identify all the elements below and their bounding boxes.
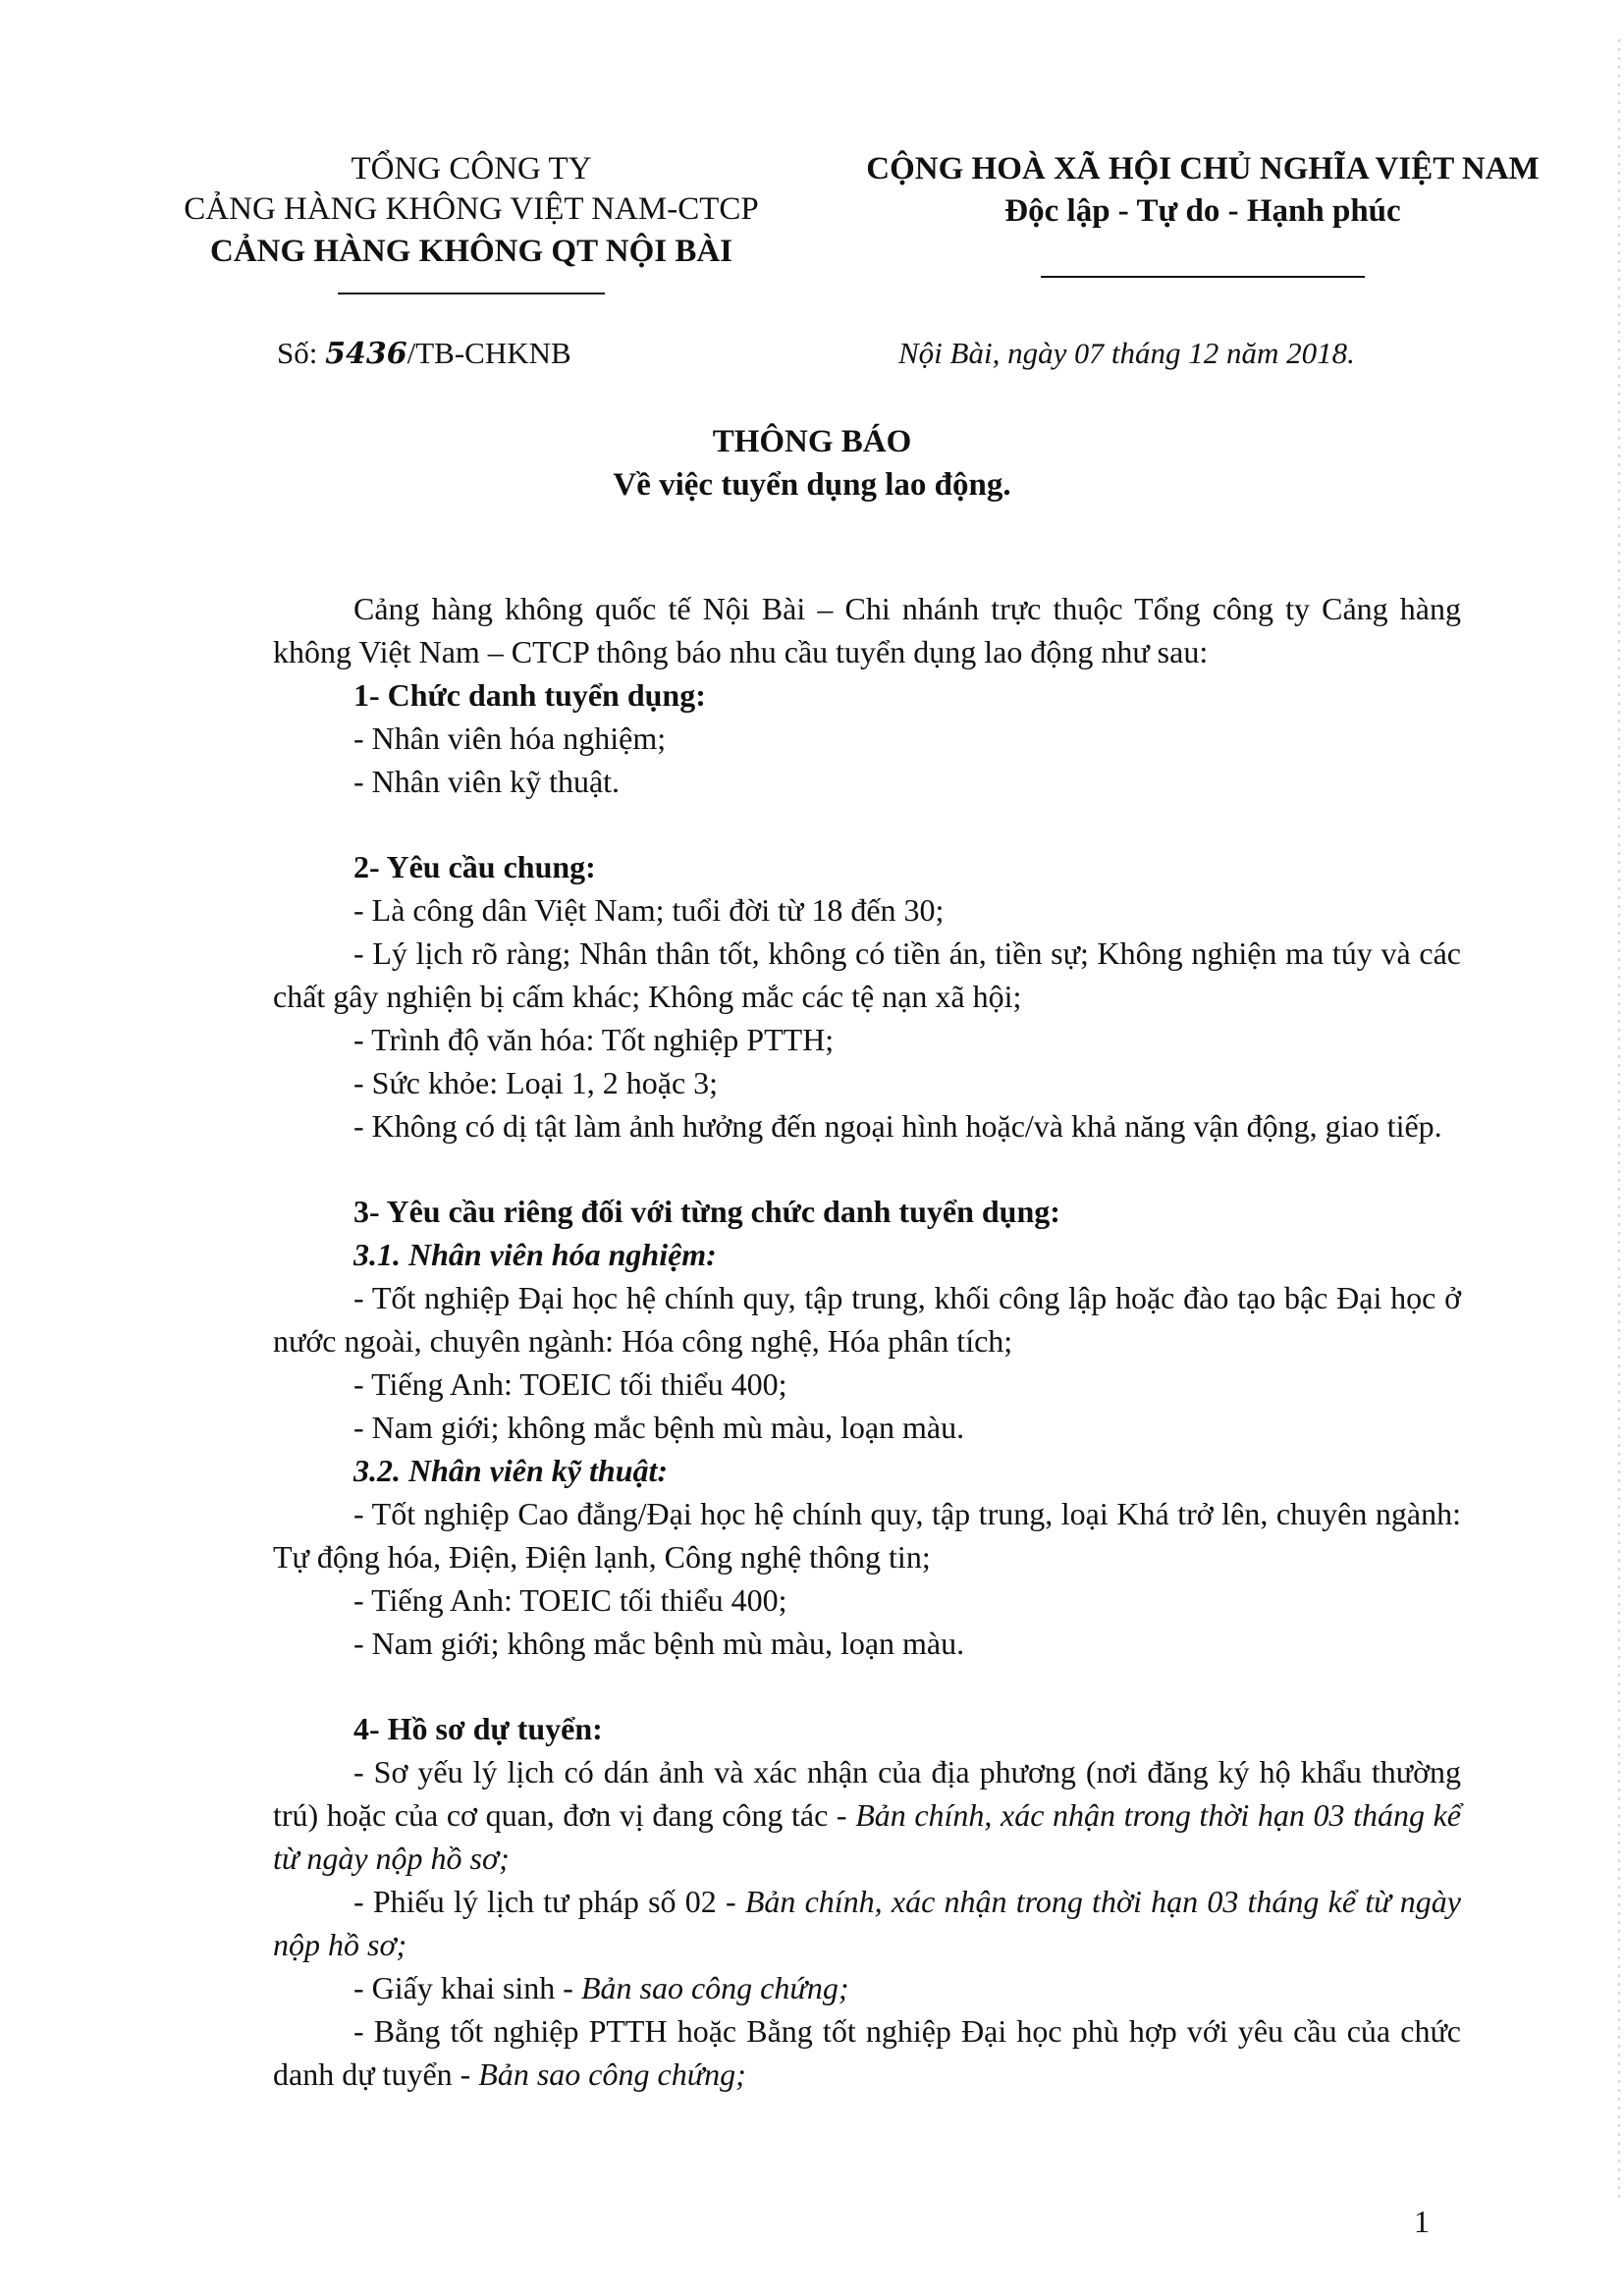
- date-prefix: Nội Bài, ngày: [898, 336, 1075, 370]
- document-title-block: [0, 420, 1624, 507]
- list-item: - Tốt nghiệp Đại học hệ chính quy, tập trung, khối công lập hoặc đào tạo bậc Đại học ở nước ngoài, chuyên ngành: Hóa công nghệ, Hóa phân tích;: [273, 1280, 1461, 1359]
- list-item: - Là công dân Việt Nam; tuổi đời từ 18 đến 30;: [353, 892, 945, 928]
- item-text: - Giấy khai sinh -: [353, 1970, 581, 2005]
- item-note: Bản chính, xác nhận trong thời hạn 03 tháng kể từ ngày nộp hồ sơ;: [273, 1797, 1462, 1876]
- national-header-block: [815, 149, 1591, 278]
- section-2-heading: 2- Yêu cầu chung:: [353, 849, 596, 884]
- item-note: Bản chính, xác nhận trong thời hạn 03 tháng kể từ ngày nộp hồ sơ;: [273, 1884, 1462, 1962]
- list-item: - Nam giới; không mắc bệnh mù màu, loạn màu.: [353, 1626, 965, 1661]
- list-item: - Nhân viên kỹ thuật.: [353, 764, 621, 799]
- section-3-heading: 3- Yêu cầu riêng đối với từng chức danh tuyển dụng:: [353, 1194, 1060, 1229]
- org-name: CẢNG HÀNG KHÔNG QT NỘI BÀI: [209, 234, 733, 269]
- date-suffix: tháng 12 năm 2018.: [1104, 336, 1355, 370]
- item-text: - Phiếu lý lịch tư pháp số 02 -: [353, 1884, 745, 1919]
- org-parent-line2: CẢNG HÀNG KHÔNG VIỆT NAM-CTCP: [184, 191, 759, 227]
- section-4-heading: 4- Hồ sơ dự tuyển:: [353, 1711, 603, 1746]
- document-subject: Về việc tuyển dụng lao động.: [613, 467, 1011, 503]
- issuing-org-block: [147, 149, 795, 294]
- list-item: [273, 1750, 1461, 1880]
- page-number: 1: [1414, 2204, 1430, 2239]
- place-date: [898, 336, 1355, 371]
- list-item: [273, 2009, 1461, 2096]
- document-title: THÔNG BÁO: [712, 424, 912, 459]
- list-item: - Tiếng Anh: TOEIC tối thiểu 400;: [353, 1582, 787, 1618]
- document-number: [277, 336, 571, 371]
- document-body: [273, 587, 1461, 2096]
- list-item: - Trình độ văn hóa: Tốt nghiệp PTTH;: [353, 1022, 835, 1057]
- list-item: - Tiếng Anh: TOEIC tối thiểu 400;: [353, 1366, 787, 1402]
- list-item: [273, 1966, 1461, 2009]
- item-text: - Bằng tốt nghiệp PTTH hoặc Bằng tốt nghiệp Đại học phù hợp với yêu cầu của chức danh dự tuyển -: [273, 2013, 1461, 2092]
- list-item: - Nhân viên hóa nghiệm;: [353, 721, 667, 756]
- doc-number-prefix: Số:: [277, 336, 326, 370]
- doc-number-handwritten: 5436: [325, 337, 407, 371]
- list-item: - Lý lịch rõ ràng; Nhân thân tốt, không có tiền án, tiền sự; Không nghiện ma túy và các chất gây nghiện bị cấm khác; Không mắc các tệ nạn xã hội;: [273, 935, 1461, 1014]
- motto-underline: [1041, 276, 1365, 278]
- item-note: Bản sao công chứng;: [478, 2056, 746, 2092]
- scan-edge-artifact: [1618, 39, 1620, 2199]
- list-item: - Không có dị tật làm ảnh hưởng đến ngoại hình hoặc/và khả năng vận động, giao tiếp.: [353, 1108, 1442, 1144]
- list-item: [273, 1880, 1461, 1966]
- org-parent-line1: TỔNG CÔNG TY: [351, 151, 592, 187]
- date-day-handwritten: 07: [1074, 338, 1105, 370]
- doc-number-suffix: /TB-CHKNB: [406, 336, 571, 370]
- intro-paragraph: Cảng hàng không quốc tế Nội Bài – Chi nhánh trực thuộc Tổng công ty Cảng hàng không Việt Nam – CTCP thông báo nhu cầu tuyển dụng lao động như sau:: [273, 591, 1461, 669]
- item-note: Bản sao công chứng;: [580, 1970, 849, 2005]
- national-motto: Độc lập - Tự do - Hạnh phúc: [1004, 193, 1401, 229]
- item-text: - Sơ yếu lý lịch có dán ảnh và xác nhận của địa phương (nơi đăng ký hộ khẩu thường trú) hoặc của cơ quan, đơn vị đang công tác -: [273, 1754, 1461, 1833]
- national-title: CỘNG HOÀ XÃ HỘI CHỦ NGHĨA VIỆT NAM: [866, 151, 1540, 187]
- subsection-3-1-heading: 3.1. Nhân viên hóa nghiệm:: [353, 1237, 717, 1272]
- org-underline: [338, 293, 605, 294]
- section-1-heading: 1- Chức danh tuyển dụng:: [353, 677, 706, 713]
- list-item: - Nam giới; không mắc bệnh mù màu, loạn màu.: [353, 1410, 965, 1445]
- list-item: - Tốt nghiệp Cao đẳng/Đại học hệ chính quy, tập trung, loại Khá trở lên, chuyên ngành: Tự động hóa, Điện, Điện lạnh, Công nghệ thông tin;: [273, 1496, 1461, 1575]
- list-item: - Sức khỏe: Loại 1, 2 hoặc 3;: [353, 1065, 719, 1100]
- subsection-3-2-heading: 3.2. Nhân viên kỹ thuật:: [353, 1453, 669, 1488]
